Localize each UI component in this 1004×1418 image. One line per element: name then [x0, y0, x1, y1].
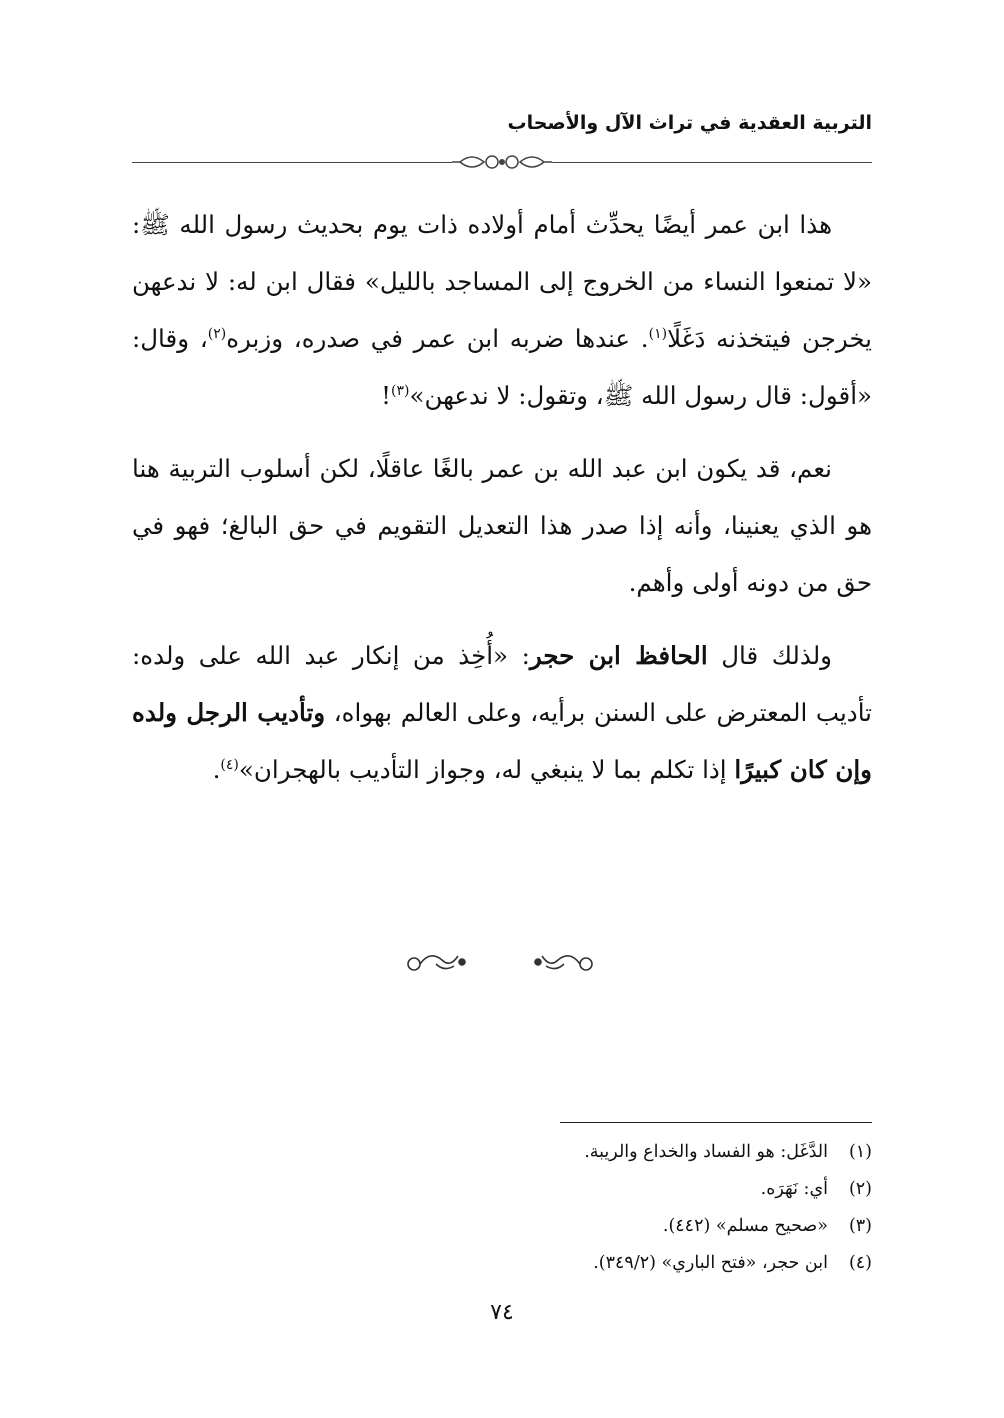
running-header-title: التربية العقدية في تراث الآل والأصحاب	[507, 112, 872, 134]
footnote-text: الدَّغَل: هو الفساد والخداع والريبة.	[584, 1142, 828, 1162]
main-text	[132, 196, 872, 814]
paragraph-3-text-c: إذا تكلم بما لا ينبغي له، وجواز التأديب بالهجران»	[238, 755, 735, 784]
footnote-1	[132, 1134, 872, 1171]
footnotes	[132, 1134, 872, 1282]
footnote-number: (٢)	[848, 1179, 872, 1199]
footnote-2	[132, 1171, 872, 1208]
paragraph-1-text-b: . عندها ضربه ابن عمر في صدره، وزبره	[226, 324, 649, 353]
footnote-ref-1: (١)	[648, 325, 668, 342]
paragraph-1-text-c: ، وقال: «أقول: قال رسول الله ﷺ، وتقول: لا ندعهن»	[132, 324, 872, 410]
footnote-4	[132, 1245, 872, 1282]
footnote-text: أي: نَهَرَه.	[760, 1179, 828, 1199]
footnote-ref-2: (٢)	[207, 325, 227, 342]
footnote-number: (٤)	[848, 1253, 872, 1273]
footnote-text: «صحيح مسلم» (٤٤٢).	[662, 1216, 828, 1236]
paragraph-3	[132, 627, 872, 798]
paragraph-1-text-a: هذا ابن عمر أيضًا يحدِّث أمام أولاده ذات يوم بحديث رسول الله ﷺ: «لا تمنعوا النساء من الخروج إلى المساجد بالليل» فقال ابن له: لا ندعهن يخرجن فيتخذنه دَغَلًا	[132, 210, 872, 353]
footnote-ref-3: (٣)	[391, 382, 410, 399]
header-ornament-icon	[452, 148, 552, 176]
footnote-number: (٣)	[848, 1216, 872, 1236]
paragraph-1-text-d: !	[381, 381, 392, 410]
page-number: ٧٤	[490, 1300, 514, 1325]
paragraph-3-text-d: .	[212, 755, 221, 784]
footnote-text: ابن حجر، «فتح الباري» (٣٤٩/٢).	[593, 1253, 828, 1273]
footnote-number: (١)	[848, 1142, 872, 1162]
paragraph-2: نعم، قد يكون ابن عبد الله بن عمر بالغًا عاقلًا، لكن أسلوب التربية هنا هو الذي يعنينا، وأنه إذا صدر هذا التعديل التقويم في حق البالغ؛ فهو في حق من دونه أولى وأهم.	[132, 454, 872, 597]
paragraph-3-bold-name: الحافظ ابن حجر	[529, 641, 708, 670]
paragraph-3-text-b: : «أُخِذ من إنكار عبد الله على ولده: تأديب المعترض على السنن برأيه، وعلى العالم بهواه،	[132, 641, 872, 727]
footnote-separator	[560, 1122, 872, 1123]
paragraph-3-text-a: ولذلك قال	[707, 641, 832, 670]
paragraph-3-bold-phrase: وتأديب الرجل ولده وإن كان كبيرًا	[132, 698, 872, 784]
paragraph-1	[132, 196, 872, 424]
footnote-3	[132, 1208, 872, 1245]
footnote-ref-4: (٤)	[220, 756, 239, 773]
section-divider-ornament-icon	[400, 942, 600, 982]
